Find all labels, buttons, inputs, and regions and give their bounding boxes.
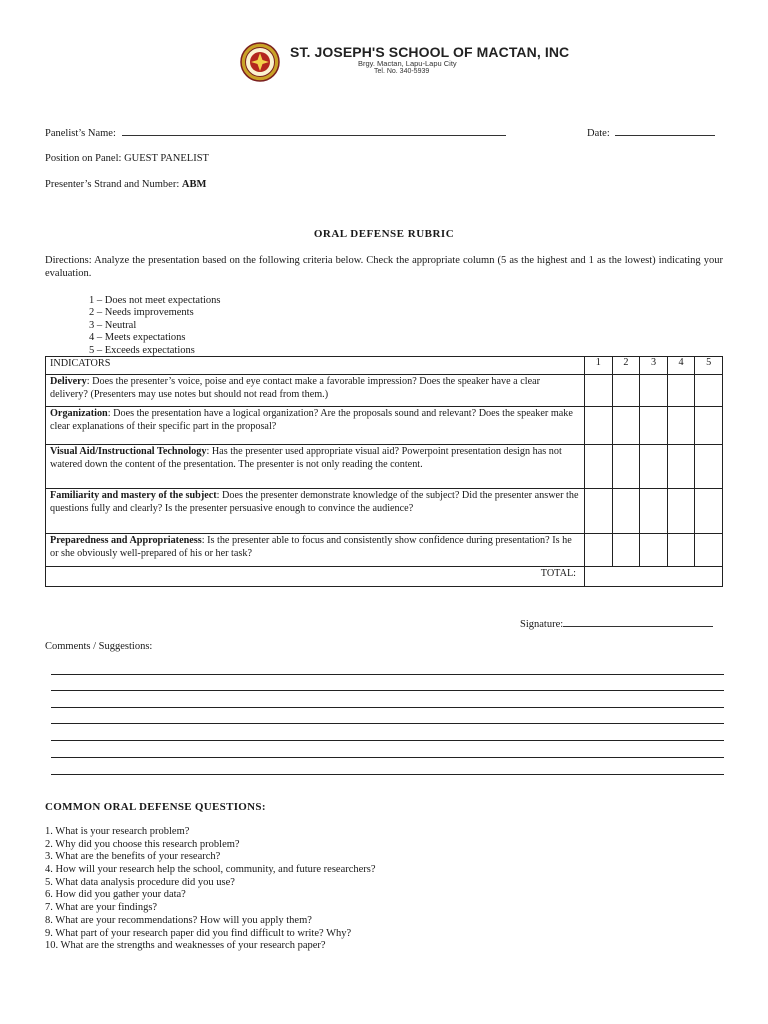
school-seal-icon (240, 42, 280, 82)
directions-text: Directions: Analyze the presentation based on the following criteria below. Check the appropriate column (5 as the highest and 1 as the lowest) indicating your evaluation. (45, 255, 723, 279)
score-cell-1[interactable] (585, 407, 613, 445)
table-row (46, 534, 723, 567)
score-cell-4[interactable] (667, 375, 695, 407)
total-label: TOTAL: (46, 567, 585, 587)
score-cell-3[interactable] (640, 375, 668, 407)
position-label: Position on Panel: (45, 153, 122, 164)
signature-row (520, 615, 713, 631)
criterion-cell (46, 375, 585, 407)
table-row (46, 407, 723, 445)
rating-scale (89, 294, 221, 356)
scale-item: 1 – Does not meet expectations (89, 295, 221, 306)
question-item: 10. What are the strengths and weaknesses of your research paper? (45, 940, 326, 952)
criterion-text: : Does the presenter’s voice, poise and eye contact make a favorable impression? Does the speaker have a clear delivery? (Presenters may use notes but should not read from them.) (50, 376, 541, 400)
criterion-text: : Is the presenter able to focus and consistently show confidence during presentation? Is he or she obviously well-prepared of his or her task? (50, 535, 572, 559)
score-cell-4[interactable] (667, 407, 695, 445)
comment-line[interactable] (51, 774, 724, 775)
score-cell-1[interactable] (585, 489, 613, 534)
score-cell-5[interactable] (695, 375, 723, 407)
total-row (46, 567, 723, 587)
criterion-text: : Does the presenter demonstrate knowledge of the subject? Did the presenter answer the questions fully and clearly? Is the presenter persuasive enough to convince the audience? (50, 490, 579, 514)
comment-line[interactable] (51, 723, 724, 724)
question-item: 5. What data analysis procedure did you use? (45, 876, 235, 888)
criterion-name: Familiarity and mastery of the subject (50, 490, 217, 501)
position-value: GUEST PANELIST (124, 153, 209, 164)
question-item: 6. How did you gather your data? (45, 889, 186, 901)
table-row (46, 445, 723, 489)
total-value-cell[interactable] (585, 567, 723, 587)
criterion-cell (46, 534, 585, 567)
date-field[interactable] (615, 124, 715, 136)
table-row (46, 489, 723, 534)
question-item: 3. What are the benefits of your research? (45, 851, 221, 863)
score-cell-2[interactable] (612, 534, 640, 567)
panelist-name-row (45, 124, 506, 140)
score-cell-5[interactable] (695, 445, 723, 489)
score-cell-5[interactable] (695, 534, 723, 567)
score-cell-3[interactable] (640, 489, 668, 534)
score-header: 2 (612, 357, 640, 375)
school-name: ST. JOSEPH'S SCHOOL OF MACTAN, INC (290, 44, 570, 60)
criterion-cell (46, 445, 585, 489)
score-header: 1 (585, 357, 613, 375)
criterion-text: : Has the presenter used appropriate visual aid? Powerpoint presentation design has not watered down the content of the presentation. The presenter is not only reading the content. (50, 446, 562, 470)
criterion-name: Preparedness and Appropriateness (50, 535, 202, 546)
score-header: 3 (640, 357, 668, 375)
date-label: Date: (587, 128, 610, 139)
position-row (45, 152, 209, 165)
score-cell-1[interactable] (585, 445, 613, 489)
score-header: 4 (667, 357, 695, 375)
question-item: 1. What is your research problem? (45, 826, 190, 837)
score-cell-5[interactable] (695, 489, 723, 534)
table-row (46, 375, 723, 407)
question-item: 9. What part of your research paper did you find difficult to write? Why? (45, 927, 352, 939)
panelist-name-field[interactable] (122, 124, 506, 136)
score-cell-2[interactable] (612, 407, 640, 445)
comment-line[interactable] (51, 690, 724, 691)
strand-label: Presenter’s Strand and Number: (45, 179, 180, 190)
score-cell-4[interactable] (667, 534, 695, 567)
score-cell-4[interactable] (667, 445, 695, 489)
question-item: 4. How will your research help the school, community, and future researchers? (45, 864, 376, 876)
score-cell-1[interactable] (585, 375, 613, 407)
scale-item: 5 – Exceeds expectations (89, 344, 195, 356)
scale-item: 2 – Needs improvements (89, 307, 194, 319)
score-cell-2[interactable] (612, 375, 640, 407)
score-cell-2[interactable] (612, 445, 640, 489)
score-cell-3[interactable] (640, 534, 668, 567)
school-telephone: Tel. No. 340-5939 (374, 68, 430, 75)
comments-label: Comments / Suggestions: (45, 641, 153, 652)
signature-field[interactable] (563, 615, 713, 627)
strand-value: ABM (181, 179, 207, 190)
criterion-name: Delivery (50, 376, 87, 387)
score-cell-3[interactable] (640, 445, 668, 489)
comment-line[interactable] (51, 757, 724, 758)
criterion-name: Organization (50, 408, 108, 419)
table-header-row (46, 357, 723, 375)
rubric-title: ORAL DEFENSE RUBRIC (313, 228, 455, 240)
score-cell-5[interactable] (695, 407, 723, 445)
question-item: 2. Why did you choose this research problem? (45, 838, 240, 850)
questions-title: COMMON ORAL DEFENSE QUESTIONS: (45, 801, 266, 813)
criterion-name: Visual Aid/Instructional Technology (50, 446, 207, 457)
question-item: 8. What are your recommendations? How will you apply them? (45, 914, 312, 926)
indicators-header: INDICATORS (46, 357, 585, 375)
score-cell-4[interactable] (667, 489, 695, 534)
comment-line[interactable] (51, 740, 724, 741)
signature-label: Signature: (520, 619, 564, 630)
rubric-table (45, 356, 723, 587)
comment-line[interactable] (51, 707, 724, 708)
scale-item: 3 – Neutral (89, 319, 137, 331)
comment-line[interactable] (51, 674, 724, 675)
strand-row (45, 178, 206, 191)
questions-list (45, 825, 376, 952)
panelist-name-label: Panelist’s Name: (45, 128, 116, 139)
score-header: 5 (695, 357, 723, 375)
criterion-cell (46, 489, 585, 534)
school-address: Brgy. Mactan, Lapu-Lapu City (358, 59, 457, 68)
score-cell-2[interactable] (612, 489, 640, 534)
date-row (587, 124, 715, 140)
scale-item: 4 – Meets expectations (89, 332, 186, 344)
question-item: 7. What are your findings? (45, 902, 158, 914)
criterion-cell (46, 407, 585, 445)
criterion-text: : Does the presentation have a logical organization? Are the proposals sound and relevant? Does the speaker make clear explanations of their specific part in the proposal? (50, 408, 573, 432)
score-cell-3[interactable] (640, 407, 668, 445)
score-cell-1[interactable] (585, 534, 613, 567)
